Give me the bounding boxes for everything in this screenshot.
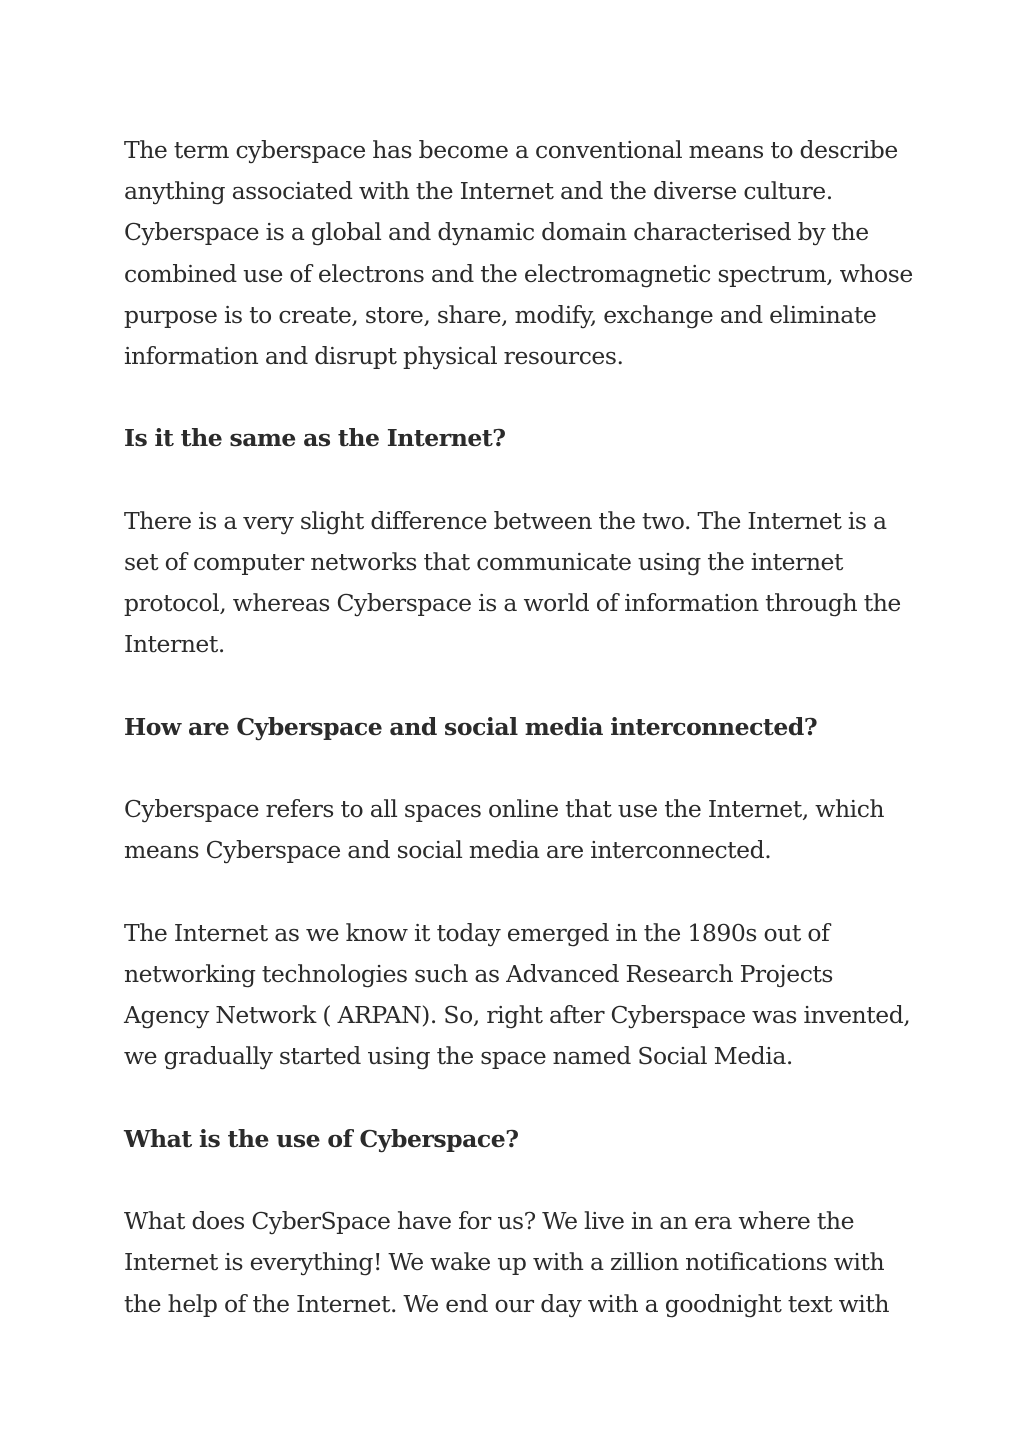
use-paragraph [124, 1201, 914, 1325]
section-heading-social-media: How are Cyberspace and social media interconnected? [124, 712, 818, 741]
interconnected-paragraph [124, 789, 914, 871]
text-line: information and disrupt physical resources. [124, 342, 624, 371]
text-line: protocol, whereas Cyberspace is a world of information through the [124, 589, 901, 618]
text-line: Agency Network ( ARPAN). So, right after Cyberspace was invented, [124, 1001, 911, 1030]
document-page [124, 130, 914, 1366]
text-line: the help of the Internet. We end our day with a goodnight text with [124, 1289, 890, 1318]
text-line: purpose is to create, store, share, modify, exchange and eliminate [124, 300, 877, 329]
text-line: we gradually started using the space named Social Media. [124, 1042, 793, 1071]
section-heading-use-of-cyberspace: What is the use of Cyberspace? [124, 1124, 519, 1153]
history-paragraph [124, 913, 914, 1078]
text-line: Cyberspace is a global and dynamic domain characterised by the [124, 218, 869, 247]
text-line: The Internet as we know it today emerged in the 1890s out of [124, 918, 830, 947]
text-line: Internet. [124, 630, 225, 659]
text-line: Internet is everything! We wake up with a zillion notifications with [124, 1248, 885, 1277]
intro-paragraph [124, 130, 914, 377]
text-line: combined use of electrons and the electromagnetic spectrum, whose [124, 259, 913, 288]
text-line: means Cyberspace and social media are interconnected. [124, 836, 772, 865]
text-line: networking technologies such as Advanced Research Projects [124, 959, 834, 988]
text-line: set of computer networks that communicate using the internet [124, 548, 843, 576]
text-line: The term cyberspace has become a conventional means to describe [124, 136, 898, 164]
text-line: There is a very slight difference between the two. The Internet is a [124, 506, 887, 535]
text-line: anything associated with the Internet and the diverse culture. [124, 177, 833, 206]
text-line: What does CyberSpace have for us? We live in an era where the [124, 1207, 855, 1236]
difference-paragraph [124, 501, 914, 666]
section-heading-same-as-internet: Is it the same as the Internet? [124, 424, 506, 453]
text-line: Cyberspace refers to all spaces online that use the Internet, which [124, 795, 885, 824]
